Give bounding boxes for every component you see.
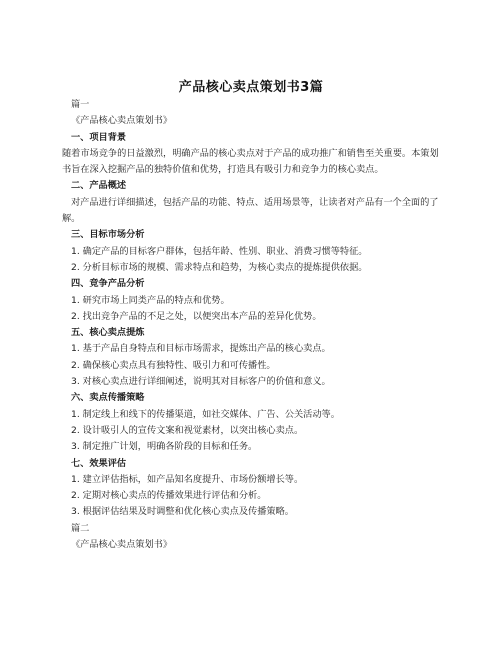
list-item: 1. 研究市场上同类产品的特点和优势。 [71,294,230,306]
part-label: 篇二 [71,522,90,534]
section-heading: 四、竞争产品分析 [71,278,145,290]
section-heading: 三、目标市场分析 [71,229,145,241]
section-heading: 一、项目背景 [71,131,127,143]
part-subtitle: 《产品核心卖点策划书》 [71,115,173,127]
part-label: 篇一 [71,99,90,110]
list-item: 2. 分析目标市场的规模、需求特点和趋势，为核心卖点的提炼提供依据。 [71,261,368,273]
list-item: 1. 确定产品的目标客户群体，包括年龄、性别、职业、消费习惯等特征。 [71,245,368,257]
list-item: 3. 根据评估结果及时调整和优化核心卖点及传播策略。 [71,506,294,518]
list-item: 1. 制定线上和线下的传播渠道，如社交媒体、广告、公关活动等。 [71,408,340,420]
list-item: 3. 对核心卖点进行详细阐述，说明其对目标客户的价值和意义。 [71,376,331,388]
list-item: 1. 建立评估指标，如产品知名度提升、市场份额增长等。 [71,473,304,485]
list-item: 3. 制定推广计划，明确各阶段的目标和任务。 [71,441,258,453]
section-paragraph: 随着市场竞争的日益激烈，明确产品的核心卖点对于产品的成功推广和销售至关重要。本策划书旨在深入挖掘产品的独特价值和优势，打造具有吸引力和竞争力的核心卖点。 [62,147,439,176]
list-item: 2. 定期对核心卖点的传播效果进行评估和分析。 [71,490,267,502]
list-item: 2. 确保核心卖点具有独特性、吸引力和可传播性。 [71,359,276,371]
list-item: 2. 设计吸引人的宣传文案和视觉素材，以突出核心卖点。 [71,424,304,436]
list-item: 2. 找出竞争产品的不足之处，以便突出本产品的差异化优势。 [71,310,322,322]
list-item: 1. 基于产品自身特点和目标市场需求，提炼出产品的核心卖点。 [71,343,331,355]
section-heading: 二、产品概述 [71,180,127,192]
document-title: 产品核心卖点策划书3篇 [178,80,324,95]
section-heading: 七、效果评估 [71,457,127,469]
part-subtitle: 《产品核心卖点策划书》 [71,539,173,551]
document-body [62,97,447,553]
section-paragraph: 对产品进行详细描述，包括产品的功能、特点、适用场景等，让读者对产品有一个全面的了解。 [62,196,439,225]
section-heading: 六、卖点传播策略 [71,392,145,404]
section-heading: 五、核心卖点提炼 [71,327,145,339]
